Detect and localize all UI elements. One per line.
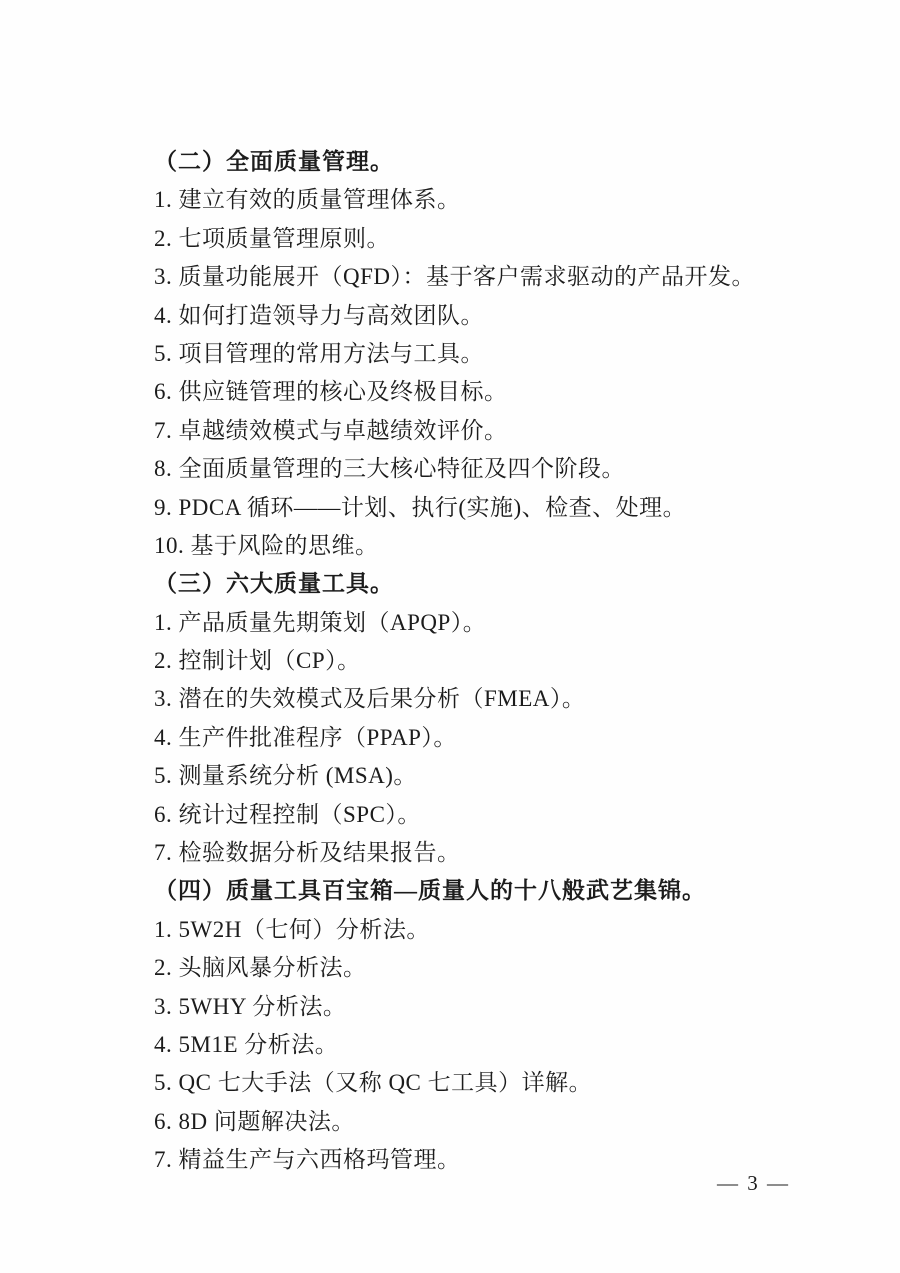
page-number: — 3 — [717, 1171, 790, 1195]
section-4-item-4: 4. 5M1E 分析法。 [154, 1031, 339, 1057]
section-3-heading: （三）六大质量工具。 [154, 571, 394, 597]
section-3-item-7: 7. 检验数据分析及结果报告。 [154, 840, 461, 866]
section-2-heading: （二）全面质量管理。 [154, 149, 394, 174]
section-4-item-2: 2. 头脑风暴分析法。 [154, 955, 367, 981]
section-2-item-2: 2. 七项质量管理原则。 [154, 225, 390, 251]
section-2-item-3: 3. 质量功能展开（QFD）：基于客户需求驱动的产品开发。 [154, 264, 756, 290]
section-4-item-1: 1. 5W2H（七何）分析法。 [154, 916, 430, 942]
section-2-item-5: 5. 项目管理的常用方法与工具。 [154, 340, 484, 366]
section-2-item-4: 4. 如何打造领导力与高效团队。 [154, 302, 484, 328]
section-4-item-6: 6. 8D 问题解决法。 [154, 1108, 355, 1134]
section-2-item-10: 10. 基于风险的思维。 [154, 532, 379, 558]
section-4-item-7: 7. 精益生产与六西格玛管理。 [154, 1147, 461, 1173]
section-2-item-7: 7. 卓越绩效模式与卓越绩效评价。 [154, 417, 508, 443]
section-3-item-2: 2. 控制计划（CP）。 [154, 648, 361, 674]
section-2-item-9: 9. PDCA 循环——计划、执行(实施)、检查、处理。 [154, 494, 687, 520]
section-2-item-8: 8. 全面质量管理的三大核心特征及四个阶段。 [154, 456, 625, 482]
section-3-item-5: 5. 测量系统分析 (MSA)。 [154, 763, 417, 789]
section-2-item-1: 1. 建立有效的质量管理体系。 [154, 187, 461, 213]
section-4-heading: （四）质量工具百宝箱—质量人的十八般武艺集锦。 [154, 878, 706, 904]
section-3-item-4: 4. 生产件批准程序（PPAP）。 [154, 724, 457, 750]
section-2-item-6: 6. 供应链管理的核心及终极目标。 [154, 379, 508, 405]
section-3-item-3: 3. 潜在的失效模式及后果分析（FMEA）。 [154, 686, 586, 712]
section-3-item-6: 6. 统计过程控制（SPC）。 [154, 801, 421, 827]
section-3-item-1: 1. 产品质量先期策划（APQP）。 [154, 609, 487, 635]
section-4-item-5: 5. QC 七大手法（又称 QC 七工具）详解。 [154, 1070, 593, 1096]
document-content [154, 143, 814, 1180]
section-4-item-3: 3. 5WHY 分析法。 [154, 993, 347, 1019]
